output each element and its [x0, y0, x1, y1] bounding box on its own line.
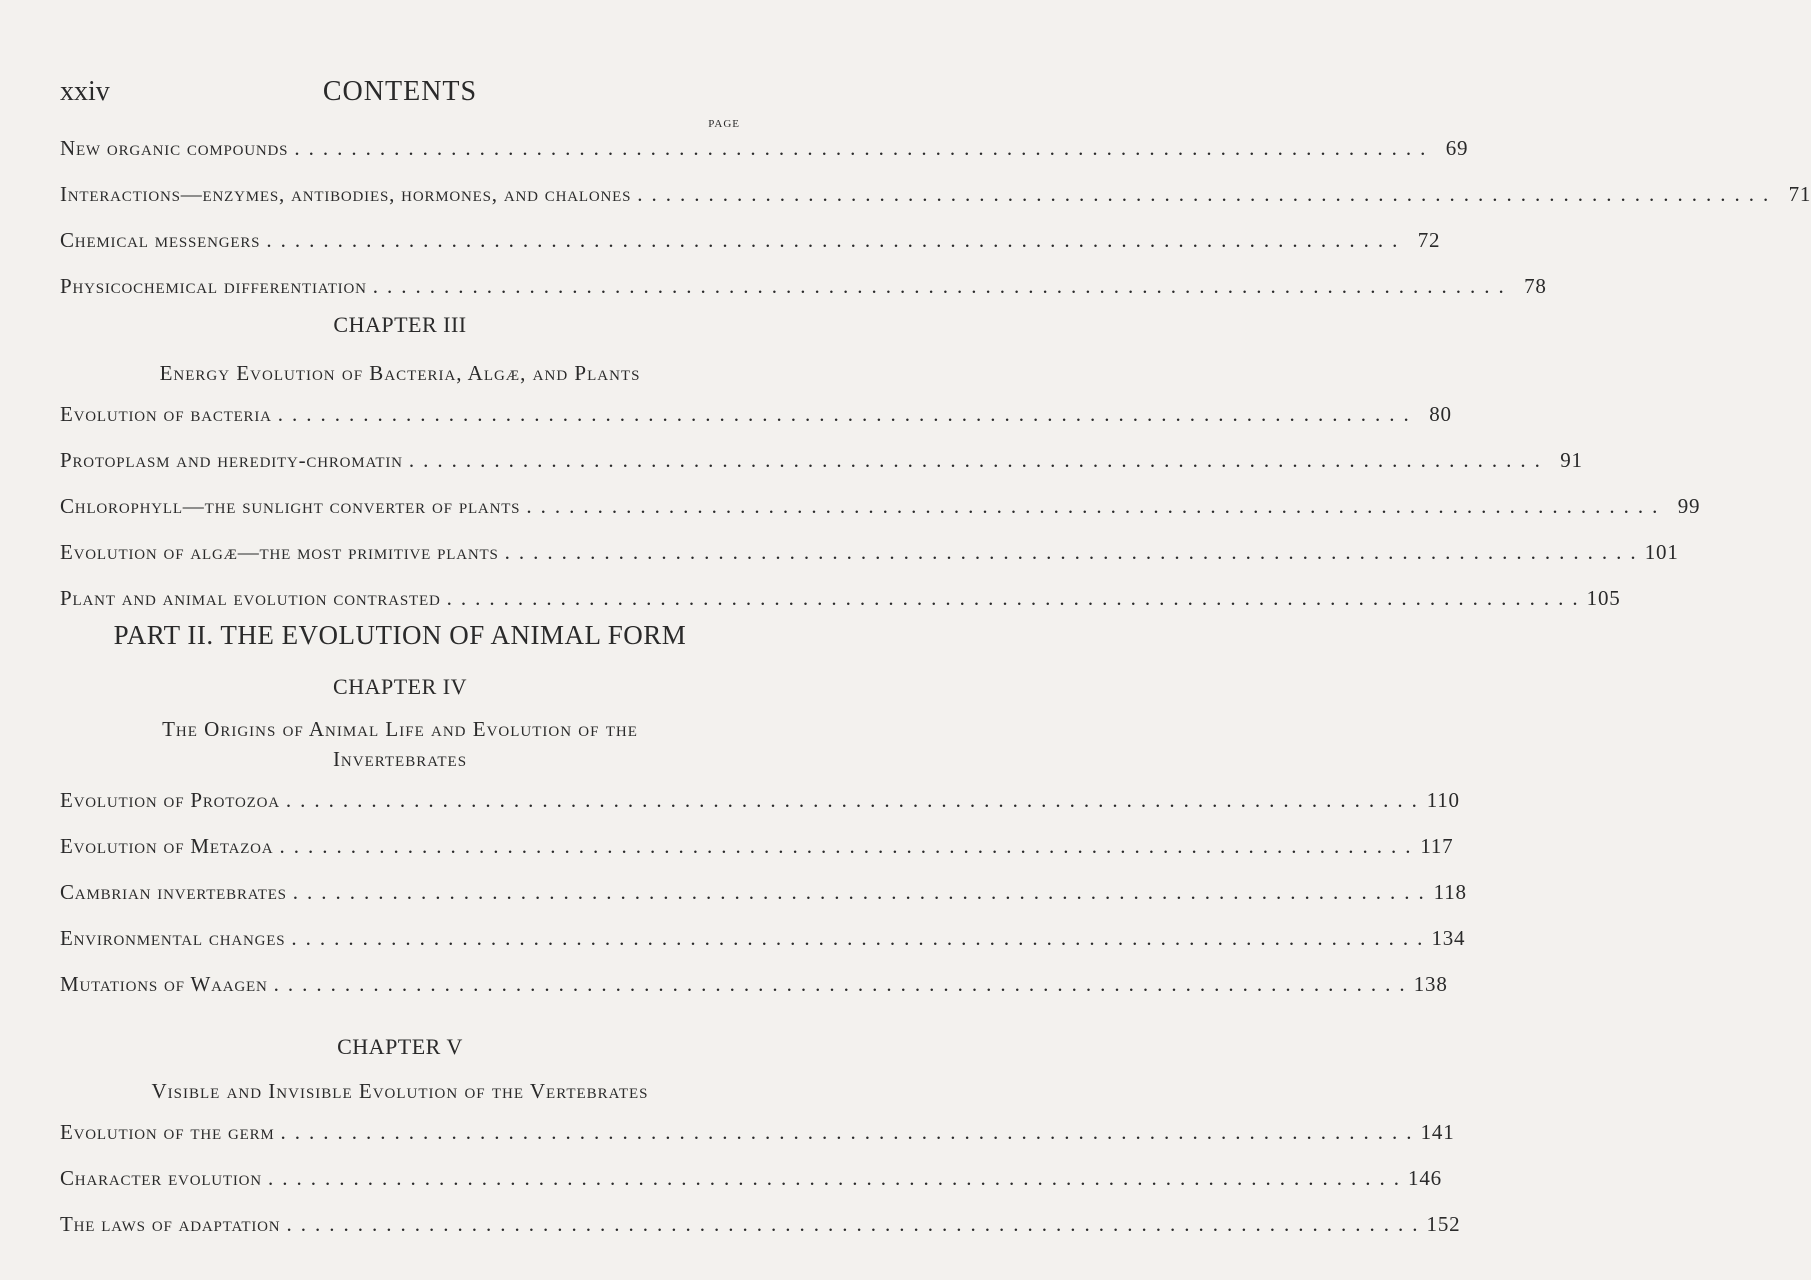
toc-entry-title: Interactions—enzymes, antibodies, hormones, and chalones	[60, 182, 632, 206]
chapter-subtitle: The Origins of Animal Life and Evolution of the	[162, 717, 638, 741]
dot-leader: ................................................................................	[637, 182, 1778, 206]
toc-entry	[60, 972, 1448, 1004]
dot-leader: ................................................................................	[273, 972, 1414, 996]
chapter-subtitle: Visible and Invisible Evolution of the Vertebrates	[151, 1079, 649, 1103]
toc-entry-title: Evolution of algæ—the most primitive plants	[60, 540, 499, 564]
chapter-subtitle: Invertebrates	[332, 747, 468, 771]
toc-entry	[60, 402, 1452, 434]
toc-entry-title: Protoplasm and heredity-chromatin	[60, 448, 403, 472]
chapter-heading: CHAPTER IV	[333, 674, 467, 699]
toc-entry	[60, 1166, 1442, 1198]
dot-leader: ................................................................................	[446, 586, 1587, 610]
dot-leader: ................................................................................	[526, 494, 1667, 518]
toc-entry	[60, 926, 1466, 958]
toc-entry-title: Evolution of Metazoa	[60, 834, 274, 858]
toc-entry-title: Chlorophyll—the sunlight converter of plants	[60, 494, 521, 518]
toc-entry-page: 146	[1408, 1166, 1442, 1190]
page-number: xxiv	[60, 76, 110, 107]
toc-entry-title: Evolution of the germ	[60, 1120, 275, 1144]
toc-entry-page: 105	[1586, 586, 1621, 610]
toc-entry-page: 78	[1524, 274, 1547, 298]
toc-entry	[60, 880, 1467, 912]
toc-entry	[60, 540, 1679, 572]
part-heading: PART II. THE EVOLUTION OF ANIMAL FORM	[113, 620, 687, 650]
toc-entry	[60, 448, 1583, 480]
toc-entry	[60, 136, 1469, 168]
toc-entry	[60, 228, 1441, 260]
toc-entry-title: The laws of adaptation	[60, 1212, 281, 1236]
toc-entry-page: 141	[1420, 1120, 1455, 1144]
toc-entry-title: Mutations of Waagen	[60, 972, 268, 996]
toc-entry-title: New organic compounds	[60, 136, 289, 160]
dot-leader: ................................................................................	[408, 448, 1549, 472]
chapter-heading: CHAPTER V	[337, 1034, 463, 1059]
toc-entry-title: Chemical messengers	[60, 228, 261, 252]
toc-entry-page: 110	[1426, 788, 1460, 812]
toc-entry	[60, 182, 1811, 214]
toc-entry-title: Evolution of bacteria	[60, 402, 272, 426]
toc-entry-title: Cambrian invertebrates	[60, 880, 287, 904]
toc-entry-page: 101	[1644, 540, 1679, 564]
toc-entry	[60, 1212, 1461, 1244]
dot-leader: ................................................................................	[292, 880, 1433, 904]
dot-leader: ................................................................................	[280, 1120, 1421, 1144]
toc-entry	[60, 494, 1701, 526]
dot-leader: ................................................................................	[267, 1166, 1408, 1190]
dot-leader: ................................................................................	[294, 136, 1435, 160]
toc-entry-page: 91	[1560, 448, 1583, 472]
page-column-label: PAGE	[708, 118, 740, 130]
toc-entry	[60, 1120, 1455, 1152]
toc-entry-page: 80	[1429, 402, 1452, 426]
toc-entry-title: Character evolution	[60, 1166, 262, 1190]
toc-entry-title: Evolution of Protozoa	[60, 788, 280, 812]
toc-entry	[60, 788, 1460, 820]
toc-entry	[60, 586, 1621, 618]
toc-entry-page: 117	[1420, 834, 1454, 858]
dot-leader: ................................................................................	[277, 402, 1418, 426]
toc-entry-title: Physicochemical differentiation	[60, 274, 367, 298]
dot-leader: ................................................................................	[504, 540, 1645, 564]
toc-entry-page: 72	[1417, 228, 1441, 252]
toc-entry-page: 152	[1426, 1212, 1461, 1236]
dot-leader: ................................................................................	[291, 926, 1432, 950]
toc-entry-page: 134	[1431, 926, 1466, 950]
dot-leader: ................................................................................	[279, 834, 1420, 858]
toc-entry-page: 99	[1677, 494, 1701, 518]
toc-entry-page: 118	[1433, 880, 1467, 904]
toc-entry-page: 71	[1788, 182, 1811, 206]
dot-leader: ................................................................................	[372, 274, 1513, 298]
running-head: CONTENTS	[322, 76, 478, 107]
toc-entry	[60, 274, 1547, 306]
chapter-subtitle: Energy Evolution of Bacteria, Algæ, and Plants	[159, 361, 641, 385]
toc-entry-title: Environmental changes	[60, 926, 286, 950]
toc-entry	[60, 834, 1454, 866]
toc-entry-page: 138	[1413, 972, 1448, 996]
dot-leader: ................................................................................	[286, 1212, 1427, 1236]
dot-leader: ................................................................................	[266, 228, 1407, 252]
toc-entry-title: Plant and animal evolution contrasted	[60, 586, 441, 610]
chapter-heading: CHAPTER III	[333, 312, 467, 337]
toc-entry-page: 69	[1445, 136, 1469, 160]
dot-leader: ................................................................................	[285, 788, 1426, 812]
